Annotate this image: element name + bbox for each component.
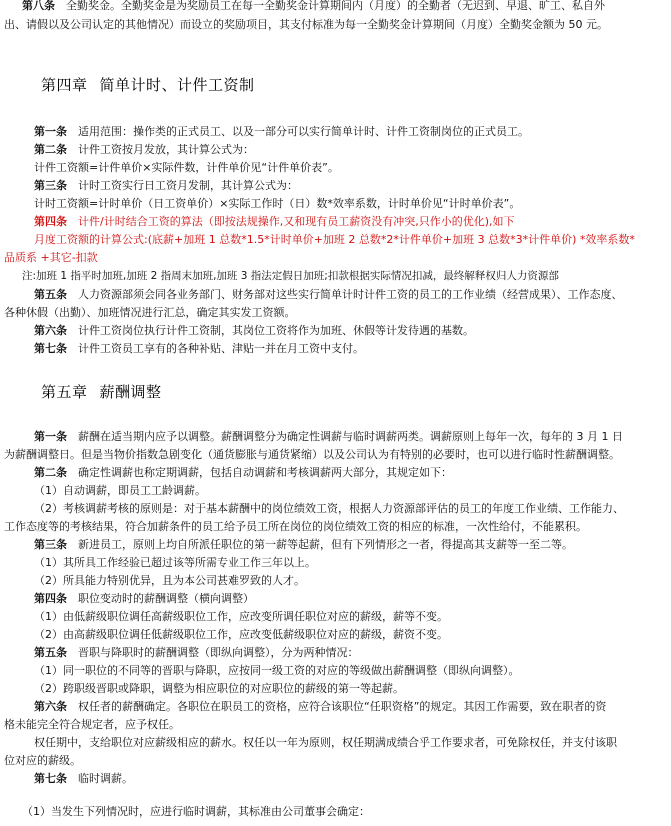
ch4-article-2 [34,142,254,158]
ch5-article-7 [34,771,133,787]
ch5-article-2 [34,465,452,481]
chapter-5-heading [41,384,162,400]
ch5-article-4 [34,591,254,607]
chapter-title: 薪酬调整 [99,383,162,401]
article-label: 第六条 [34,700,67,713]
article-label: 第五条 [34,288,67,301]
ch4-formula-time: 计时工资额=计时单价（日工资单价）×实际工作时（日）数*效率系数，计时单价见“计时单价表”。 [34,197,521,210]
ch5-article-1-cont: 为薪酬调整日。但是当物价指数急剧变化（通货膨胀与通货紧缩）以及公司认为有特别的必要时，也可以进行临时性薪酬调整。 [4,448,620,461]
ch5-article-6-para-2-cont: 位对应的薪级。 [4,754,81,767]
ch5-article-2-item-1: （1）自动调薪，即员工工龄调薪。 [34,484,206,497]
ch4-formula-piece: 计件工资额=计件单价×实际件数，计件单价见“计件单价表”。 [34,161,339,174]
ch4-article-1 [34,124,529,140]
article-text: 新进员工，原则上均自所派任职位的第一薪等起薪，但有下列情形之一者，得提高其支薪等一至二等。 [78,538,573,551]
article-text: 计件工资岗位执行计件工资制，其岗位工资将作为加班、休假等计发待遇的基数。 [78,324,474,337]
article-label: 第八条 [22,0,55,12]
article-text: 全勤奖金。全勤奖金是为奖励员工在每一全勤奖金计算期间内（月度）的全勤者（无迟到、早退、旷工、私自外 [66,0,605,12]
chapter-number: 第四章 [41,76,88,94]
ch3-article-8-cont: 出、请假以及公司认定的其他情况）而设立的奖励项目，其支付标准为每一全勤奖金计算期间（月度）全勤奖金额为 50 元。 [4,18,608,31]
article-label: 第四条 [34,592,67,605]
chapter-4-heading [41,77,255,93]
article-text: 临时调薪。 [78,772,133,785]
article-label: 第五条 [34,646,67,659]
chapter-number: 第五章 [41,383,88,401]
article-text: 计时工资实行日工资月发制，其计算公式为： [78,179,298,192]
ch4-article-4 [34,214,515,230]
ch4-overtime-note: 注:加班 1 指平时加班,加班 2 指周末加班,加班 3 指法定假日加班;扣款根据实际情况扣减，最终解释权归人力资源部 [22,270,559,282]
ch5-article-4-item-2: （2）由高薪级职位调任低薪级职位工作，应改变低薪级职位对应的薪级，薪资不变。 [34,628,448,641]
article-text: 适用范围：操作类的正式员工、以及一部分可以实行简单计时、计件工资制岗位的正式员工。 [78,125,529,138]
ch4-article-7 [34,341,364,357]
article-text: 薪酬在适当期内应予以调整。薪酬调整分为确定性调薪与临时调薪两类。调薪原则上每年一次，每年的 3 月 1 日 [78,430,623,443]
article-text: 权任者的薪酬确定。各职位在职员工的资格，应符合该职位“任职资格”的规定。其因工作需要，致在职者的资 [78,700,607,713]
article-label: 第七条 [34,772,67,785]
ch5-article-5-item-1: （1）同一职位的不同等的晋职与降职，应按同一级工资的对应的等级做出薪酬调整（即纵向调整）。 [34,664,520,677]
article-label: 第七条 [34,342,67,355]
article-text: 确定性调薪也称定期调薪，包括自动调薪和考核调薪两大部分，其规定如下： [78,466,452,479]
ch5-article-5 [34,645,359,661]
ch5-article-3-item-2: （2）所具能力特别优异，且为本公司甚难罗致的人才。 [34,574,305,587]
ch5-article-2-item-2: （2）考核调薪考核的原则是：对于基本薪酬中的岗位绩效工资，根据人力资源部评估的员工的年度工作业绩、工作能力、 [34,502,624,515]
ch5-article-4-item-1: （1）由低薪级职位调任高薪级职位工作，应改变所调任职位对应的薪级，薪等不变。 [34,610,448,623]
ch4-article-5 [34,287,623,303]
ch5-article-2-item-2-cont: 工作态度等的考核结果，符合加薪条件的员工给予员工所在岗位的岗位绩效工资的相应的标准，一次性给付，不能累积。 [4,520,587,533]
article-label: 第六条 [34,324,67,337]
article-label: 第一条 [34,125,67,138]
ch4-article-5-cont: 各种休假（出勤）、加班情况进行汇总，确定其实发工资额。 [4,306,296,319]
ch5-article-3-item-1: （1）其所具工作经验已超过该等所需专业工作三年以上。 [34,556,316,569]
ch4-formula-combined-cont: 品质系 +其它-扣款 [4,251,98,264]
article-text: 计件/计时结合工资的算法（即按法规操作,又和现有员工薪资没有冲突,只作小的优化),如下 [78,215,515,228]
ch5-article-6-para-2: 权任期中，支给职位对应薪级相应的薪水。权任以一年为原则，权任期满成绩合乎工作要求者，可免除权任，并支付该职 [34,736,617,749]
article-label: 第二条 [34,466,67,479]
ch4-article-3 [34,178,298,194]
article-text: 计件工资按月发放，其计算公式为： [78,143,254,156]
ch5-article-3 [34,537,573,553]
article-text: 人力资源部须会同各业务部门、财务部对这些实行简单计时计件工资的员工的工作业绩（经营成果）、工作态度、 [78,288,623,301]
ch5-article-6-cont: 格未能完全符合规定者，应予权任。 [4,718,180,731]
article-label: 第四条 [34,215,67,228]
ch4-formula-combined: 月度工资额的计算公式:(底薪+加班 1 总数*1.5*计时单价+加班 2 总数*2*计件单价+加班 3 总数*3*计件单价) *效率系数* [34,233,635,246]
article-text: 计件工资员工享有的各种补贴、津贴一并在月工资中支付。 [78,342,364,355]
ch5-article-7-item-1: （1）当发生下列情况时，应进行临时调薪，其标准由公司董事会确定： [22,805,370,818]
ch5-article-5-item-2: （2）跨职级晋职或降职，调整为相应职位的对应职位的薪级的第一等起薪。 [34,682,404,695]
article-label: 第三条 [34,179,67,192]
chapter-title: 简单计时、计件工资制 [99,76,255,94]
ch5-article-6 [34,699,606,715]
article-label: 第二条 [34,143,67,156]
article-text: 职位变动时的薪酬调整（横向调整） [78,592,254,605]
article-text: 晋职与降职时的薪酬调整（即纵向调整），分为两种情况： [78,646,359,659]
ch5-article-1 [34,429,623,445]
article-label: 第三条 [34,538,67,551]
ch4-article-6 [34,323,474,339]
ch3-article-8 [22,0,605,14]
article-label: 第一条 [34,430,67,443]
